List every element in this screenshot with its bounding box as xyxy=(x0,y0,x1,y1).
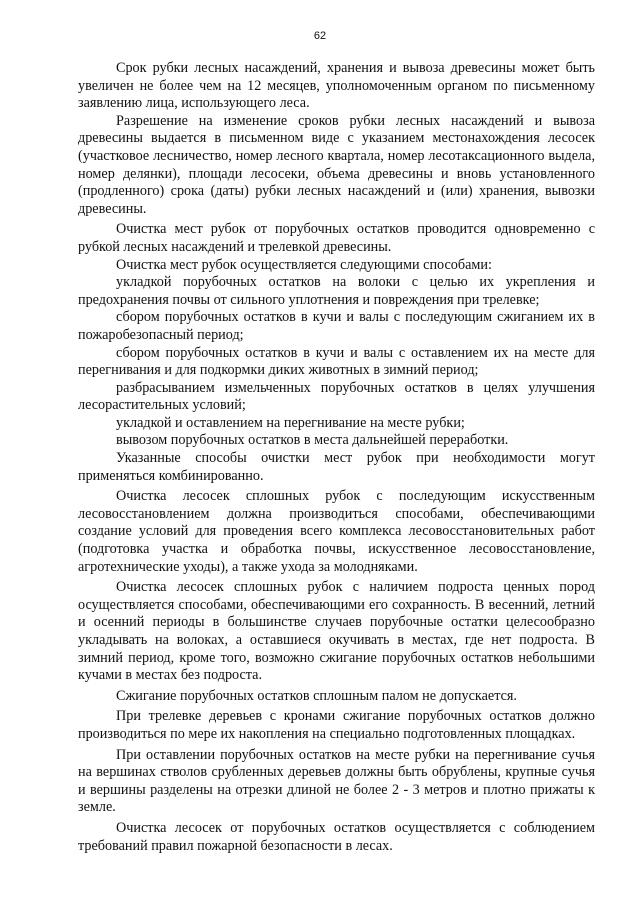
list-item-method-scattering: разбрасыванием измельченных порубочных остатков в целях улучшения лесорастительных условий; xyxy=(78,379,595,414)
paragraph-skidding-with-crowns: При трелевке деревьев с кронами сжигание порубочных остатков должно производиться по мере их накопления на специально подготовленных площадках. xyxy=(78,708,595,742)
paragraph-permit-change: Разрешение на изменение сроков рубки лесных насаждений и вывоза древесины выдается в письменном виде с указанием местонахождения лесосек (участковое лесничество, номер лесного квартала, номер лесотаксационного выдела, номер делянки), площади лесосеки, объема древесины и вновь установленного (продленного) срока (даты) рубки лесных насаждений и (или) хранения, вывозки древесины. xyxy=(78,112,595,217)
paragraph-undergrowth-preservation: Очистка лесосек сплошных рубок с наличием подроста ценных пород осуществляется способами, обеспечивающими его сохранность. В весенний, летний и осенний периоды в большинстве случаев порубочные остатки целесообразно укладывать на волоках, а оставшиеся окучивать в местах, где нет подроста. В зимний период, кроме того, возможно сжигание порубочных остатков небольшими кучами в местах без подроста. xyxy=(78,579,595,684)
document-body xyxy=(78,60,595,855)
paragraph-cleaning-methods-intro: Очистка мест рубок осуществляется следующими способами: xyxy=(116,256,492,273)
page-number: 62 xyxy=(313,30,327,42)
paragraph-leaving-residues: При оставлении порубочных остатков на месте рубки на перегнивание сучья на вершинах стволов срубленных деревьев должны быть обрублены, крупные сучья и вершины разделены на отрезки длиной не более 2 - 3 метров и плотно прижаты к земле. xyxy=(78,746,595,816)
list-item-method-rotting-piles: сбором порубочных остатков в кучи и валы с оставлением их на месте для перегнивания и для подкормки диких животных в зимний период; xyxy=(78,344,595,379)
list-item-method-portage: укладкой порубочных остатков на волоки с целью их укрепления и предохранения почвы от сильного уплотнения и повреждения при трелевке; xyxy=(78,274,595,308)
paragraph-cleaning-simultaneous: Очистка мест рубок от порубочных остатков проводится одновременно с рубкой лесных насаждений и трелевкой древесины. xyxy=(78,221,595,255)
list-item-method-removal: вывозом порубочных остатков в места дальнейшей переработки. xyxy=(116,432,509,449)
paragraph-extension-period: Срок рубки лесных насаждений, хранения и вывоза древесины может быть увеличен не более чем на 12 месяцев, уполномоченным органом по письменному заявлению лица, использующего леса. xyxy=(78,60,595,112)
list-item-method-leaving: укладкой и оставлением на перегнивание на месте рубки; xyxy=(116,414,465,431)
paragraph-artificial-reforestation: Очистка лесосек сплошных рубок с последующим искусственным лесовосстановлением должна производиться способами, обеспечивающими создание условий для проведения всего комплекса лесовосстановительных работ (подготовка участка и обработка почвы, искусственное лесовосстановление, агротехнические уходы), а также ухода за молодняками. xyxy=(78,488,595,575)
paragraph-no-continuous-burning: Сжигание порубочных остатков сплошным палом не допускается. xyxy=(116,687,517,704)
paragraph-combined-methods: Указанные способы очистки мест рубок при необходимости могут применяться комбинированно. xyxy=(78,450,595,484)
paragraph-fire-safety: Очистка лесосек от порубочных остатков осуществляется с соблюдением требований правил пожарной безопасности в лесах. xyxy=(78,819,595,854)
list-item-method-burning: сбором порубочных остатков в кучи и валы с последующим сжиганием их в пожаробезопасный период; xyxy=(78,309,595,343)
